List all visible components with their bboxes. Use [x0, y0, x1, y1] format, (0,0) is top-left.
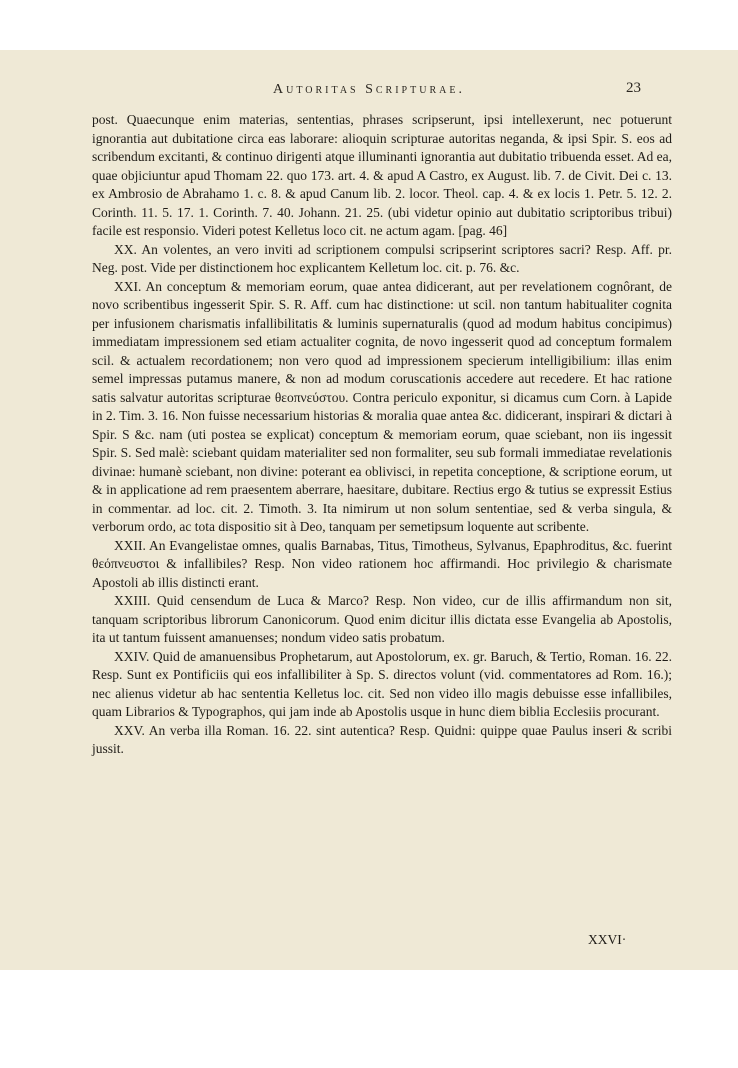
- catchword: XXVI·: [588, 932, 627, 947]
- paragraph-xxiii: XXIII. Quid censendum de Luca & Marco? Resp. Non video, cur de illis affirmandum non sit, tanquam scriptoribus librorum Canonicorum. Quod enim dicitur illis dictata esse Evangelia ab Apostolis, ita ut tantum fuissent amanuenses; nondum video satis probatum.: [92, 593, 672, 645]
- paragraph-xxv: XXV. An verba illa Roman. 16. 22. sint autentica? Resp. Quidni: quippe quae Paulus inseri & scribi jussit.: [92, 722, 672, 756]
- paragraph-xx: XX. An volentes, an vero inviti ad scriptionem compulsi scripserint scriptores sacri? Resp. Aff. pr. Neg. post. Vide per distinctionem hoc explicantem Kelletum loc. cit. p. 76. &c.: [92, 241, 672, 275]
- paragraph-xxiv: XXIV. Quid de amanuensibus Prophetarum, aut Apostolorum, ex. gr. Baruch, & Tertio, Roman. 16. 22. Resp. Sunt ex Pontificiis qui eos infallibiliter à Sp. S. directos volunt (vid. commentatores ad Rom. 16.); nec alienus videtur ab hac sententia Kelletus loc. cit. Sed non video illo magis debuisse esse infallibiles, quam Librarios & Typographos, qui jam inde ab Apostolis usque in hunc diem biblia Ecclesiis procurant.: [92, 648, 672, 719]
- paragraph-continuation: post. Quaecunque enim materias, sententias, phrases scripserunt, ipsi intellexerunt, nec potuerunt ignorantia aut dubitatione circa eas laborare: alioquin scripturae autoritas neganda, & ipsi Spir. S. eos ad scribendum excitanti, & continuo dirigenti atque illuminanti ignorantia aut dubitatio tribuenda esset. Ad ea, quae objiciuntur apud Thomam 22. quo 173. art. 4. & apud A Castro, ex August. lib. 7. de Civit. Dei c. 13. ex Ambrosio de Abrahamo 1. c. 8. & apud Canum lib. 2. locor. Theol. cap. 4. & ex locis 1. Petr. 5. 12. 2. Corinth. 11. 5. 17. 1. Corinth. 7. 40. Johann. 21. 25. (ubi videtur opinio aut dubitatio scriptoribus tribui) facile est responsio. Videri potest Kelletus loco cit. ne actum agam. [pag. 46]: [92, 112, 672, 238]
- page-number: 23: [626, 80, 641, 96]
- running-head: Autoritas Scripturae.: [273, 82, 465, 97]
- paragraph-xxii: XXII. An Evangelistae omnes, qualis Barnabas, Titus, Timotheus, Sylvanus, Epaphroditus, &c. fuerint θεόπνευστοι & infallibiles? Resp. Non video rationem hoc affirmandi. Hoc privilegio & charismate Apostoli ab illis distincti erant.: [92, 537, 672, 590]
- main-text: [92, 111, 672, 759]
- paragraph-xxi: XXI. An conceptum & memoriam eorum, quae antea didicerant, aut per revelationem cognôrant, de novo scribentibus ingesserit Spir. S. R. Aff. cum hac distinctione: ut scil. non tantum habitualiter cognita per infusionem charismatis infallibilitatis & luminis supernaturalis (quod ad modum habitus concipimus) immediatam impressionem sed etiam actualiter cognita, de novo ingesserit quod ad conceptum formalem scil. & actualem recordationem; non vero quod ad impressionem specierum intelligibilium: illas enim semel impressas putamus manere, & non ad modum coruscationis accedere aut recedere. Et hac ratione satis salvatur autoritas scripturae θεοπνεύστου. Contra periculo exponitur, si dicamus cum Corn. à Lapide in 2. Tim. 3. 16. Non fuisse necessarium historias & moralia quae antea &c. didicerant, inspirari & dictari à Spir. S &c. nam (uti postea se explicat) conceptum & memoriam eorum, quae sciebant, non iis ingessit Spir. S. Sed malè: sciebant quidam materialiter sed non formaliter, seu sub formali immediatae revelationis divinae: humanè sciebant, non divine: poterant ea oblivisci, in repetita conceptione, & scriptione eorum, ut & in applicatione ad rem praesentem aberrare, haesitare, dubitare. Rectius ergo & tutius se expressit Estius in commentar. ad loc. cit. 2. Timoth. 3. Ita nimirum ut non solum sententiae, sed & verba singula, & verborum ordo, ac tota dispositio sit à Deo, tanquam per semetipsum loquente aut scribente.: [92, 278, 672, 534]
